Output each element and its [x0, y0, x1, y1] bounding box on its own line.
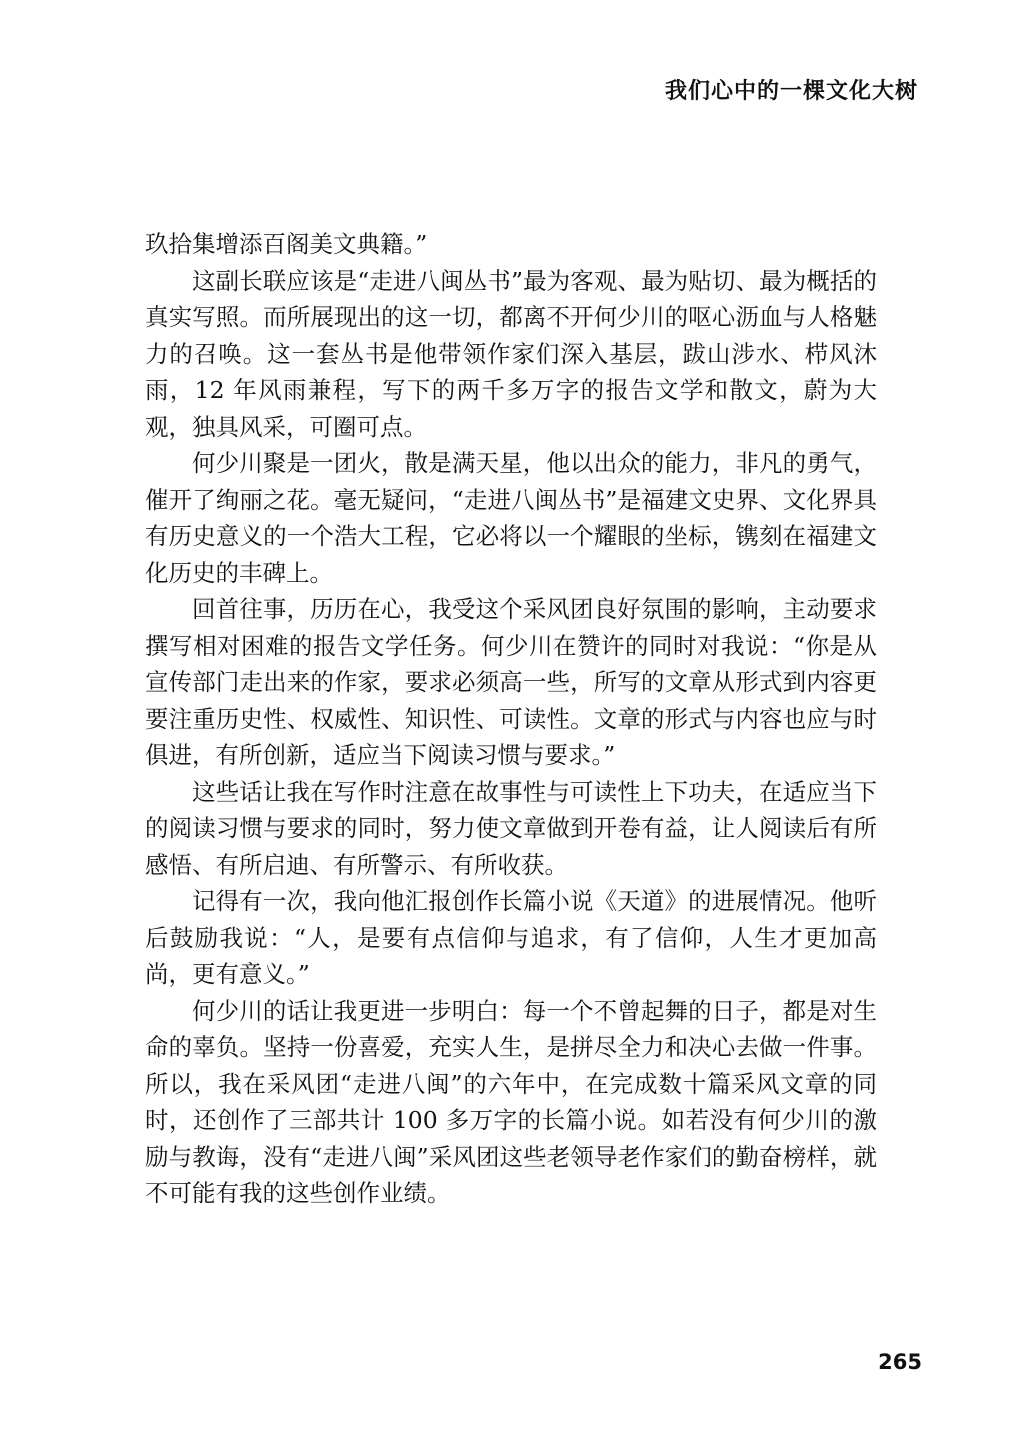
paragraph: 这些话让我在写作时注意在故事性与可读性上下功夫，在适应当下的阅读习惯与要求的同时，努力使文章做到开卷有益，让人阅读后有所感悟、有所启迪、有所警示、有所收获。 [145, 777, 877, 879]
body-text [145, 226, 877, 1212]
paragraph: 何少川的话让我更进一步明白：每一个不曾起舞的日子，都是对生命的辜负。坚持一份喜爱，充实人生，是拼尽全力和决心去做一件事。所以，我在采风团“走进八闽”的六年中，在完成数十篇采风文章的同时，还创作了三部共计 100 多万字的长篇小说。如若没有何少川的激励与教诲，没有“走进八闽”采风团这些老领导老作家们的勤奋榜样，就不可能有我的这些创作业绩。 [145, 996, 877, 1207]
paragraph: 记得有一次，我向他汇报创作长篇小说《天道》的进展情况。他听后鼓励我说：“人，是要有点信仰与追求，有了信仰，人生才更加高尚，更有意义。” [145, 887, 877, 988]
paragraph: 回首往事，历历在心，我受这个采风团良好氛围的影响，主动要求撰写相对困难的报告文学任务。何少川在赞许的同时对我说：“你是从宣传部门走出来的作家，要求必须高一些，所写的文章从形式到内容更要注重历史性、权威性、知识性、可读性。文章的形式与内容也应与时俱进，有所创新，适应当下阅读习惯与要求。” [145, 595, 877, 769]
running-header: 我们心中的一棵文化大树 [664, 78, 918, 104]
page-number: 265 [878, 1350, 922, 1374]
paragraph: 这副长联应该是“走进八闽丛书”最为客观、最为贴切、最为概括的真实写照。而所展现出的这一切，都离不开何少川的呕心沥血与人格魅力的召唤。这一套丛书是他带领作家们深入基层，跋山涉水、栉风沐雨，12 年风雨兼程，写下的两千多万字的报告文学和散文，蔚为大观，独具风采，可圈可点。 [145, 266, 877, 441]
paragraph-continuation: 玖拾集增添百阁美文典籍。” [145, 230, 428, 258]
paragraph: 何少川聚是一团火，散是满天星，他以出众的能力，非凡的勇气，催开了绚丽之花。毫无疑问，“走进八闽丛书”是福建文史界、文化界具有历史意义的一个浩大工程，它必将以一个耀眼的坐标，镌刻在福建文化历史的丰碑上。 [145, 449, 877, 587]
